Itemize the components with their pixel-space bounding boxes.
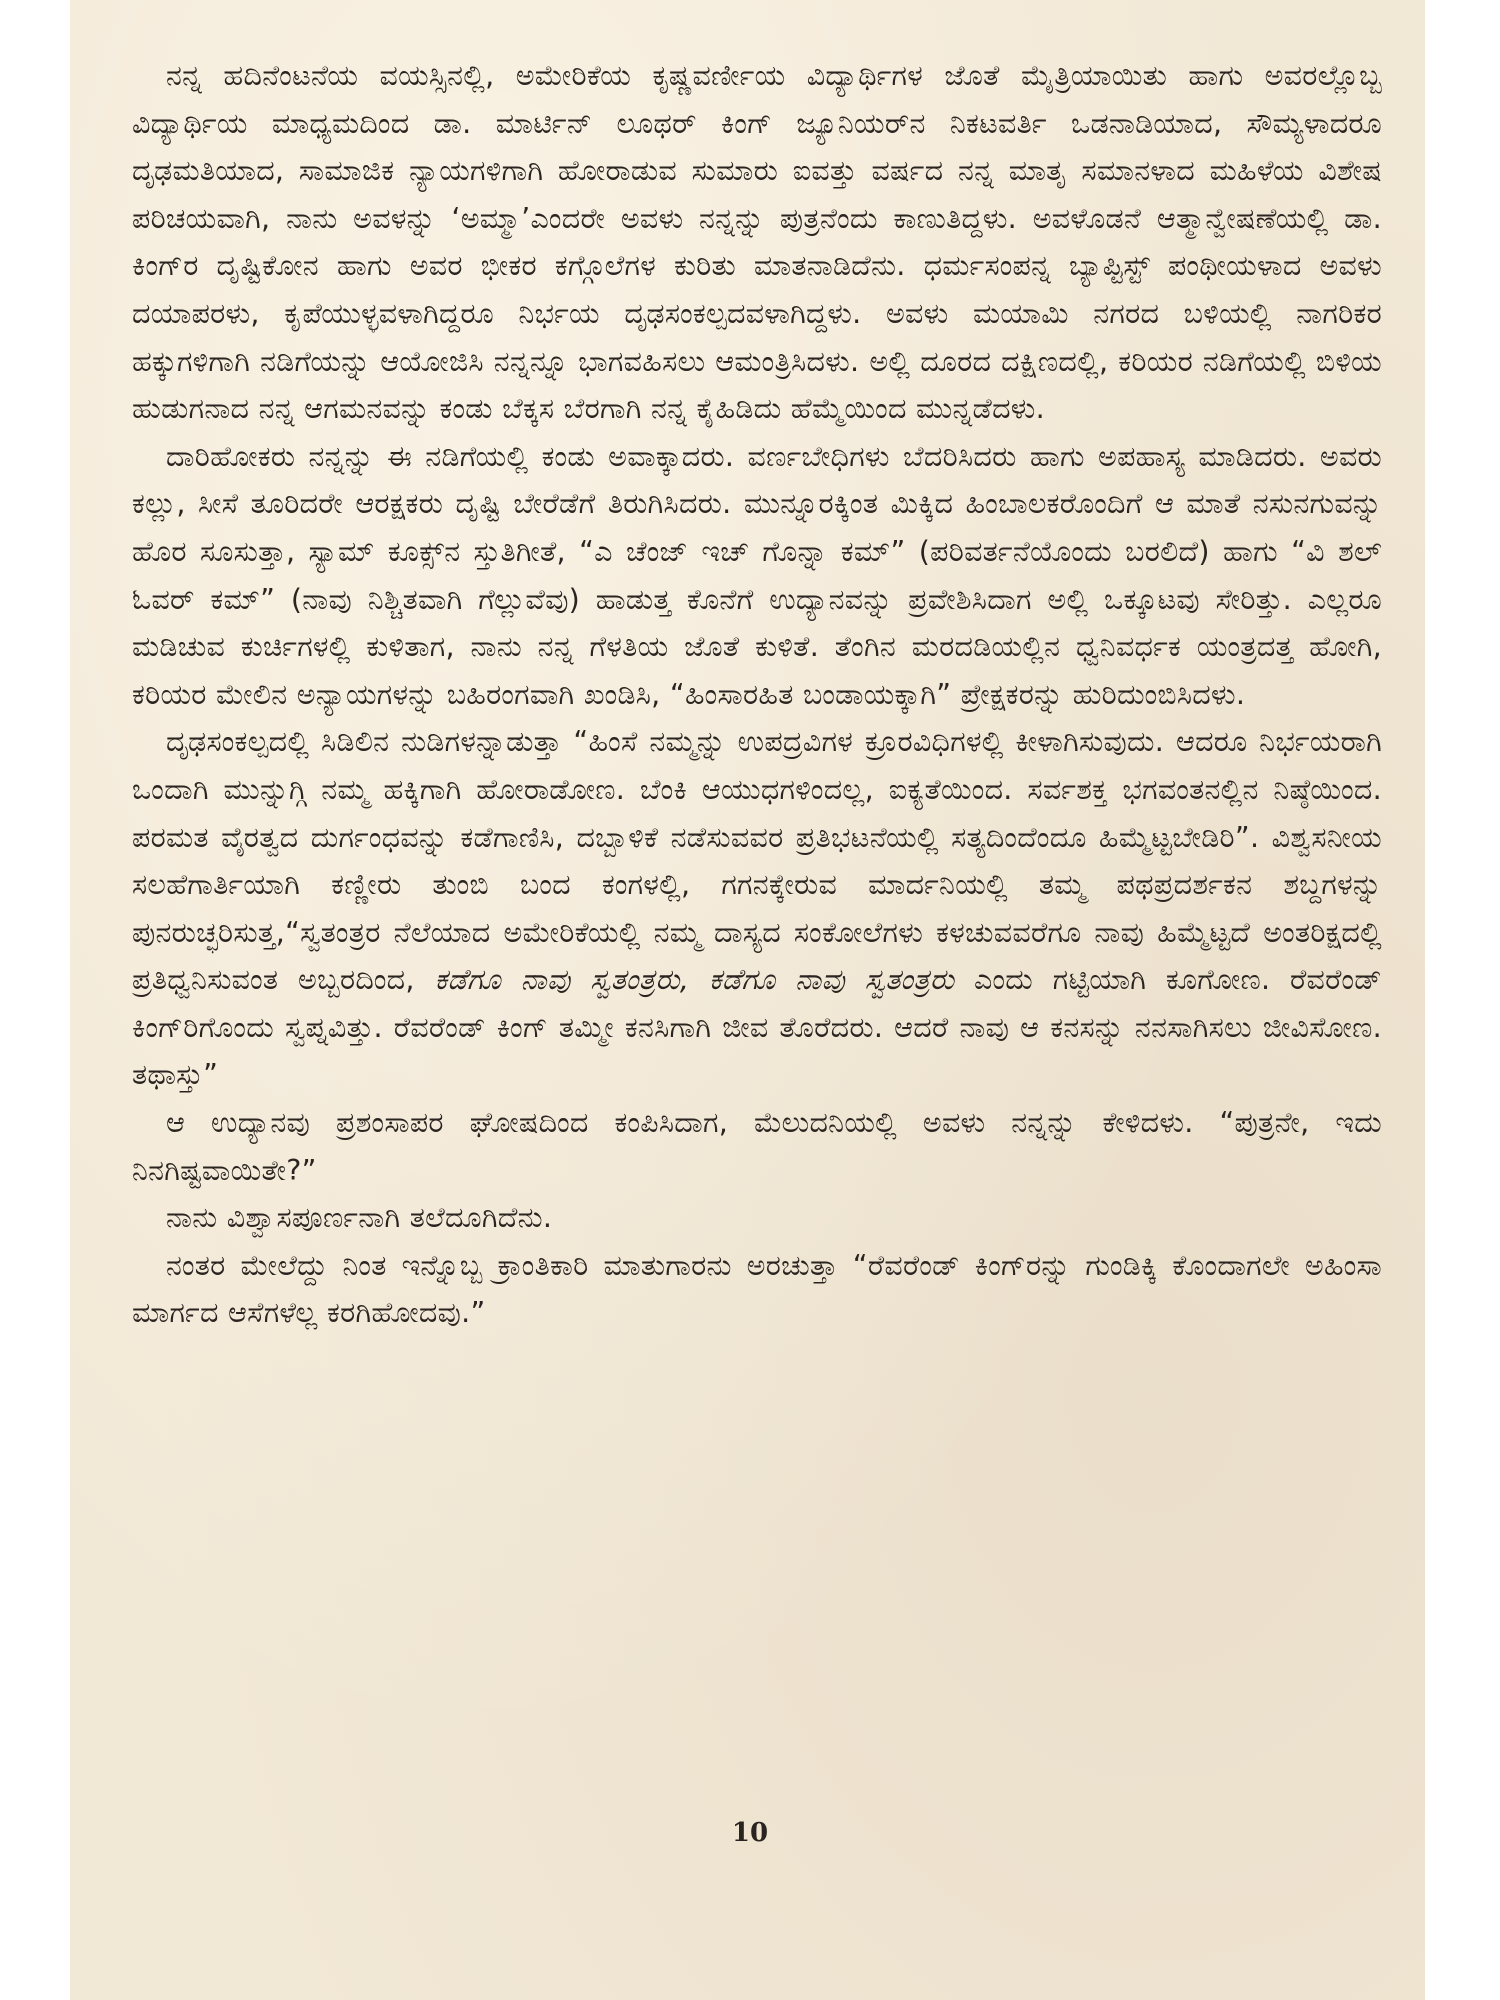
paragraph-2: ದಾರಿಹೋಕರು ನನ್ನನ್ನು ಈ ನಡಿಗೆಯಲ್ಲಿ ಕಂಡು ಅವಾಕ್ಕಾದರು. ವರ್ಣಬೇಧಿಗಳು ಬೆದರಿಸಿದರು ಹಾಗು ಅಪಹಾಸ್ಯ ಮಾಡಿದರು. ಅವರು ಕಲ್ಲು, ಸೀಸೆ ತೂರಿದರೇ ಆರಕ್ಷಕರು ದೃಷ್ಟಿ ಬೇರೆಡೆಗೆ ತಿರುಗಿಸಿದರು. ಮುನ್ನೂರಕ್ಕಿಂತ ಮಿಕ್ಕಿದ ಹಿಂಬಾಲಕರೊಂದಿಗೆ ಆ ಮಾತೆ ನಸುನಗುವನ್ನು ಹೊರ ಸೂಸುತ್ತಾ, ಸ್ಯಾಮ್ ಕೂಕ್ಸ್‌ನ ಸ್ತುತಿಗೀತೆ, “ಎ ಚೆಂಜ್ ಇಚ್ ಗೊನ್ನಾ ಕಮ್” (ಪರಿವರ್ತನೆಯೊಂದು ಬರಲಿದೆ) ಹಾಗು “ವಿ ಶಲ್ ಓವರ್ ಕಮ್” (ನಾವು ನಿಶ್ಚಿತವಾಗಿ ಗೆಲ್ಲುವೆವು) ಹಾಡುತ್ತ ಕೊನೆಗೆ ಉದ್ಯಾನವನ್ನು ಪ್ರವೇಶಿಸಿದಾಗ ಅಲ್ಲಿ ಒಕ್ಕೂಟವು ಸೇರಿತ್ತು. ಎಲ್ಲರೂ ಮಡಿಚುವ ಕುರ್ಚಿಗಳಲ್ಲಿ ಕುಳಿತಾಗ, ನಾನು ನನ್ನ ಗೆಳತಿಯ ಜೊತೆ ಕುಳಿತೆ. ತೆಂಗಿನ ಮರದಡಿಯಲ್ಲಿನ ಧ್ವನಿವರ್ಧಕ ಯಂತ್ರದತ್ತ ಹೋಗಿ, ಕರಿಯರ ಮೇಲಿನ ಅನ್ಯಾಯಗಳನ್ನು ಬಹಿರಂಗವಾಗಿ ಖಂಡಿಸಿ, “ಹಿಂಸಾರಹಿತ ಬಂಡಾಯಕ್ಕಾಗಿ” ಪ್ರೇಕ್ಷಕರನ್ನು ಹುರಿದುಂಬಿಸಿದಳು. (132, 439, 1382, 711)
paragraph-3-italic-phrase: ಕಡೆಗೂ ನಾವು ಸ್ವತಂತ್ರರು, ಕಡೆಗೂ ನಾವು ಸ್ವತಂತ್ರರು (434, 963, 955, 997)
page-number: 10 (731, 1818, 769, 1848)
body-text (132, 52, 1382, 1912)
paragraph-4: ಆ ಉದ್ಯಾನವು ಪ್ರಶಂಸಾಪರ ಘೋಷದಿಂದ ಕಂಪಿಸಿದಾಗ, ಮೆಲುದನಿಯಲ್ಲಿ ಅವಳು ನನ್ನನ್ನು ಕೇಳಿದಳು. “ಪುತ್ರನೇ, ಇದು ನಿನಗಿಷ್ಟವಾಯಿತೇ?” (132, 1106, 1382, 1187)
paragraph-3 (132, 718, 1382, 1099)
paragraph-5: ನಾನು ವಿಶ್ವಾಸಪೂರ್ಣನಾಗಿ ತಲೆದೂಗಿದೆನು. (166, 1201, 553, 1235)
paragraph-1: ನನ್ನ ಹದಿನೆಂಟನೆಯ ವಯಸ್ಸಿನಲ್ಲಿ, ಅಮೇರಿಕೆಯ ಕೃಷ್ಣವರ್ಣೀಯ ವಿದ್ಯಾರ್ಥಿಗಳ ಜೊತೆ ಮೈತ್ರಿಯಾಯಿತು ಹಾಗು ಅವರಲ್ಲೊಬ್ಬ ವಿದ್ಯಾರ್ಥಿಯ ಮಾಧ್ಯಮದಿಂದ ಡಾ. ಮಾರ್ಟಿನ್ ಲೂಥರ್ ಕಿಂಗ್ ಜ್ಯೂನಿಯರ್‌ನ ನಿಕಟವರ್ತಿ ಒಡನಾಡಿಯಾದ, ಸೌಮ್ಯಳಾದರೂ ದೃಢಮತಿಯಾದ, ಸಾಮಾಜಿಕ ನ್ಯಾಯಗಳಿಗಾಗಿ ಹೋರಾಡುವ ಸುಮಾರು ಐವತ್ತು ವರ್ಷದ ನನ್ನ ಮಾತೃ ಸಮಾನಳಾದ ಮಹಿಳೆಯ ವಿಶೇಷ ಪರಿಚಯವಾಗಿ, ನಾನು ಅವಳನ್ನು ‘ಅಮ್ಮಾ’ಎಂದರೇ ಅವಳು ನನ್ನನ್ನು ಪುತ್ರನೆಂದು ಕಾಣುತಿದ್ದಳು. ಅವಳೊಡನೆ ಆತ್ಮಾನ್ವೇಷಣೆಯಲ್ಲಿ ಡಾ. ಕಿಂಗ್‌ರ ದೃಷ್ಟಿಕೋನ ಹಾಗು ಅವರ ಭೀಕರ ಕಗ್ಗೊಲೆಗಳ ಕುರಿತು ಮಾತನಾಡಿದೆನು. ಧರ್ಮಸಂಪನ್ನ ಬ್ಯಾಪ್ಟಿಸ್ಟ್ ಪಂಥೀಯಳಾದ ಅವಳು ದಯಾಪರಳು, ಕೃಪೆಯುಳ್ಳವಳಾಗಿದ್ದರೂ ನಿರ್ಭಯ ದೃಢಸಂಕಲ್ಪದವಳಾಗಿದ್ದಳು. ಅವಳು ಮಯಾಮಿ ನಗರದ ಬಳಿಯಲ್ಲಿ ನಾಗರಿಕರ ಹಕ್ಕುಗಳಿಗಾಗಿ ನಡಿಗೆಯನ್ನು ಆಯೋಜಿಸಿ ನನ್ನನ್ನೂ ಭಾಗವಹಿಸಲು ಆಮಂತ್ರಿಸಿದಳು. ಅಲ್ಲಿ ದೂರದ ದಕ್ಷಿಣದಲ್ಲಿ, ಕರಿಯರ ನಡಿಗೆಯಲ್ಲಿ ಬಿಳಿಯ ಹುಡುಗನಾದ ನನ್ನ ಆಗಮನವನ್ನು ಕಂಡು ಬೆಕ್ಕಸ ಬೆರಗಾಗಿ ನನ್ನ ಕೈಹಿಡಿದು ಹೆಮ್ಮೆಯಿಂದ ಮುನ್ನಡೆದಳು. (132, 59, 1382, 426)
paragraph-3-text-after: ಎಂದು ಗಟ್ಟಿಯಾಗಿ ಕೂಗೋಣ. ರೆವರೆಂಡ್ ಕಿಂಗ್‌ರಿಗೊಂದು ಸ್ವಪ್ನವಿತ್ತು. ರೆವರೆಂಡ್ ಕಿಂಗ್ ತಮ್ಮೀ ಕನಸಿಗಾಗಿ ಜೀವ ತೊರೆದರು. ಆದರೆ ನಾವು ಆ ಕನಸನ್ನು ನನಸಾಗಿಸಲು ಜೀವಿಸೋಣ. ತಥಾಸ್ತು” (132, 963, 1382, 1092)
paragraph-3-text-before: ದೃಢಸಂಕಲ್ಪದಲ್ಲಿ ಸಿಡಿಲಿನ ನುಡಿಗಳನ್ನಾಡುತ್ತಾ “ಹಿಂಸೆ ನಮ್ಮನ್ನು ಉಪದ್ರವಿಗಳ ಕ್ರೂರವಿಧಿಗಳಲ್ಲಿ ಕೀಳಾಗಿಸುವುದು. ಆದರೂ ನಿರ್ಭಯರಾಗಿ ಒಂದಾಗಿ ಮುನ್ನುಗ್ಗಿ ನಮ್ಮ ಹಕ್ಕಿಗಾಗಿ ಹೋರಾಡೋಣ. ಬೆಂಕಿ ಆಯುಧಗಳಿಂದಲ್ಲ, ಐಕ್ಯತೆಯಿಂದ. ಸರ್ವಶಕ್ತ ಭಗವಂತನಲ್ಲಿನ ನಿಷ್ಠೆಯಿಂದ. ಪರಮತ ವೈರತ್ವದ ದುರ್ಗಂಧವನ್ನು ಕಡೆಗಾಣಿಸಿ, ದಬ್ಬಾಳಿಕೆ ನಡೆಸುವವರ ಪ್ರತಿಭಟನೆಯಲ್ಲಿ ಸತ್ಯದಿಂದೆಂದೂ ಹಿಮ್ಮೆಟ್ಟಬೇಡಿರಿ”. ವಿಶ್ವಸನೀಯ ಸಲಹೆಗಾರ್ತಿಯಾಗಿ ಕಣ್ಣೀರು ತುಂಬಿ ಬಂದ ಕಂಗಳಲ್ಲಿ, ಗಗನಕ್ಕೇರುವ ಮಾರ್ದನಿಯಲ್ಲಿ ತಮ್ಮ ಪಥಪ್ರದರ್ಶಕನ ಶಬ್ದಗಳನ್ನು ಪುನರುಚ್ಛರಿಸುತ್ತ,“ಸ್ವತಂತ್ರರ ನೆಲೆಯಾದ ಅಮೇರಿಕೆಯಲ್ಲಿ ನಮ್ಮ ದಾಸ್ಯದ ಸಂಕೋಲೆಗಳು ಕಳಚುವವರೆಗೂ ನಾವು ಹಿಮ್ಮೆಟ್ಟದೆ ಅಂತರಿಕ್ಷದಲ್ಲಿ ಪ್ರತಿಧ್ವನಿಸುವಂತ ಅಬ್ಬರದಿಂದ, (132, 725, 1382, 997)
paragraph-6: ನಂತರ ಮೇಲೆದ್ದು ನಿಂತ ಇನ್ನೊಬ್ಬ ಕ್ರಾಂತಿಕಾರಿ ಮಾತುಗಾರನು ಅರಚುತ್ತಾ “ರೆವರೆಂಡ್ ಕಿಂಗ್‌ರನ್ನು ಗುಂಡಿಕ್ಕಿ ಕೊಂದಾಗಲೇ ಅಹಿಂಸಾ ಮಾರ್ಗದ ಆಸೆಗಳೆಲ್ಲ ಕರಗಿಹೋದವು.” (132, 1248, 1382, 1330)
